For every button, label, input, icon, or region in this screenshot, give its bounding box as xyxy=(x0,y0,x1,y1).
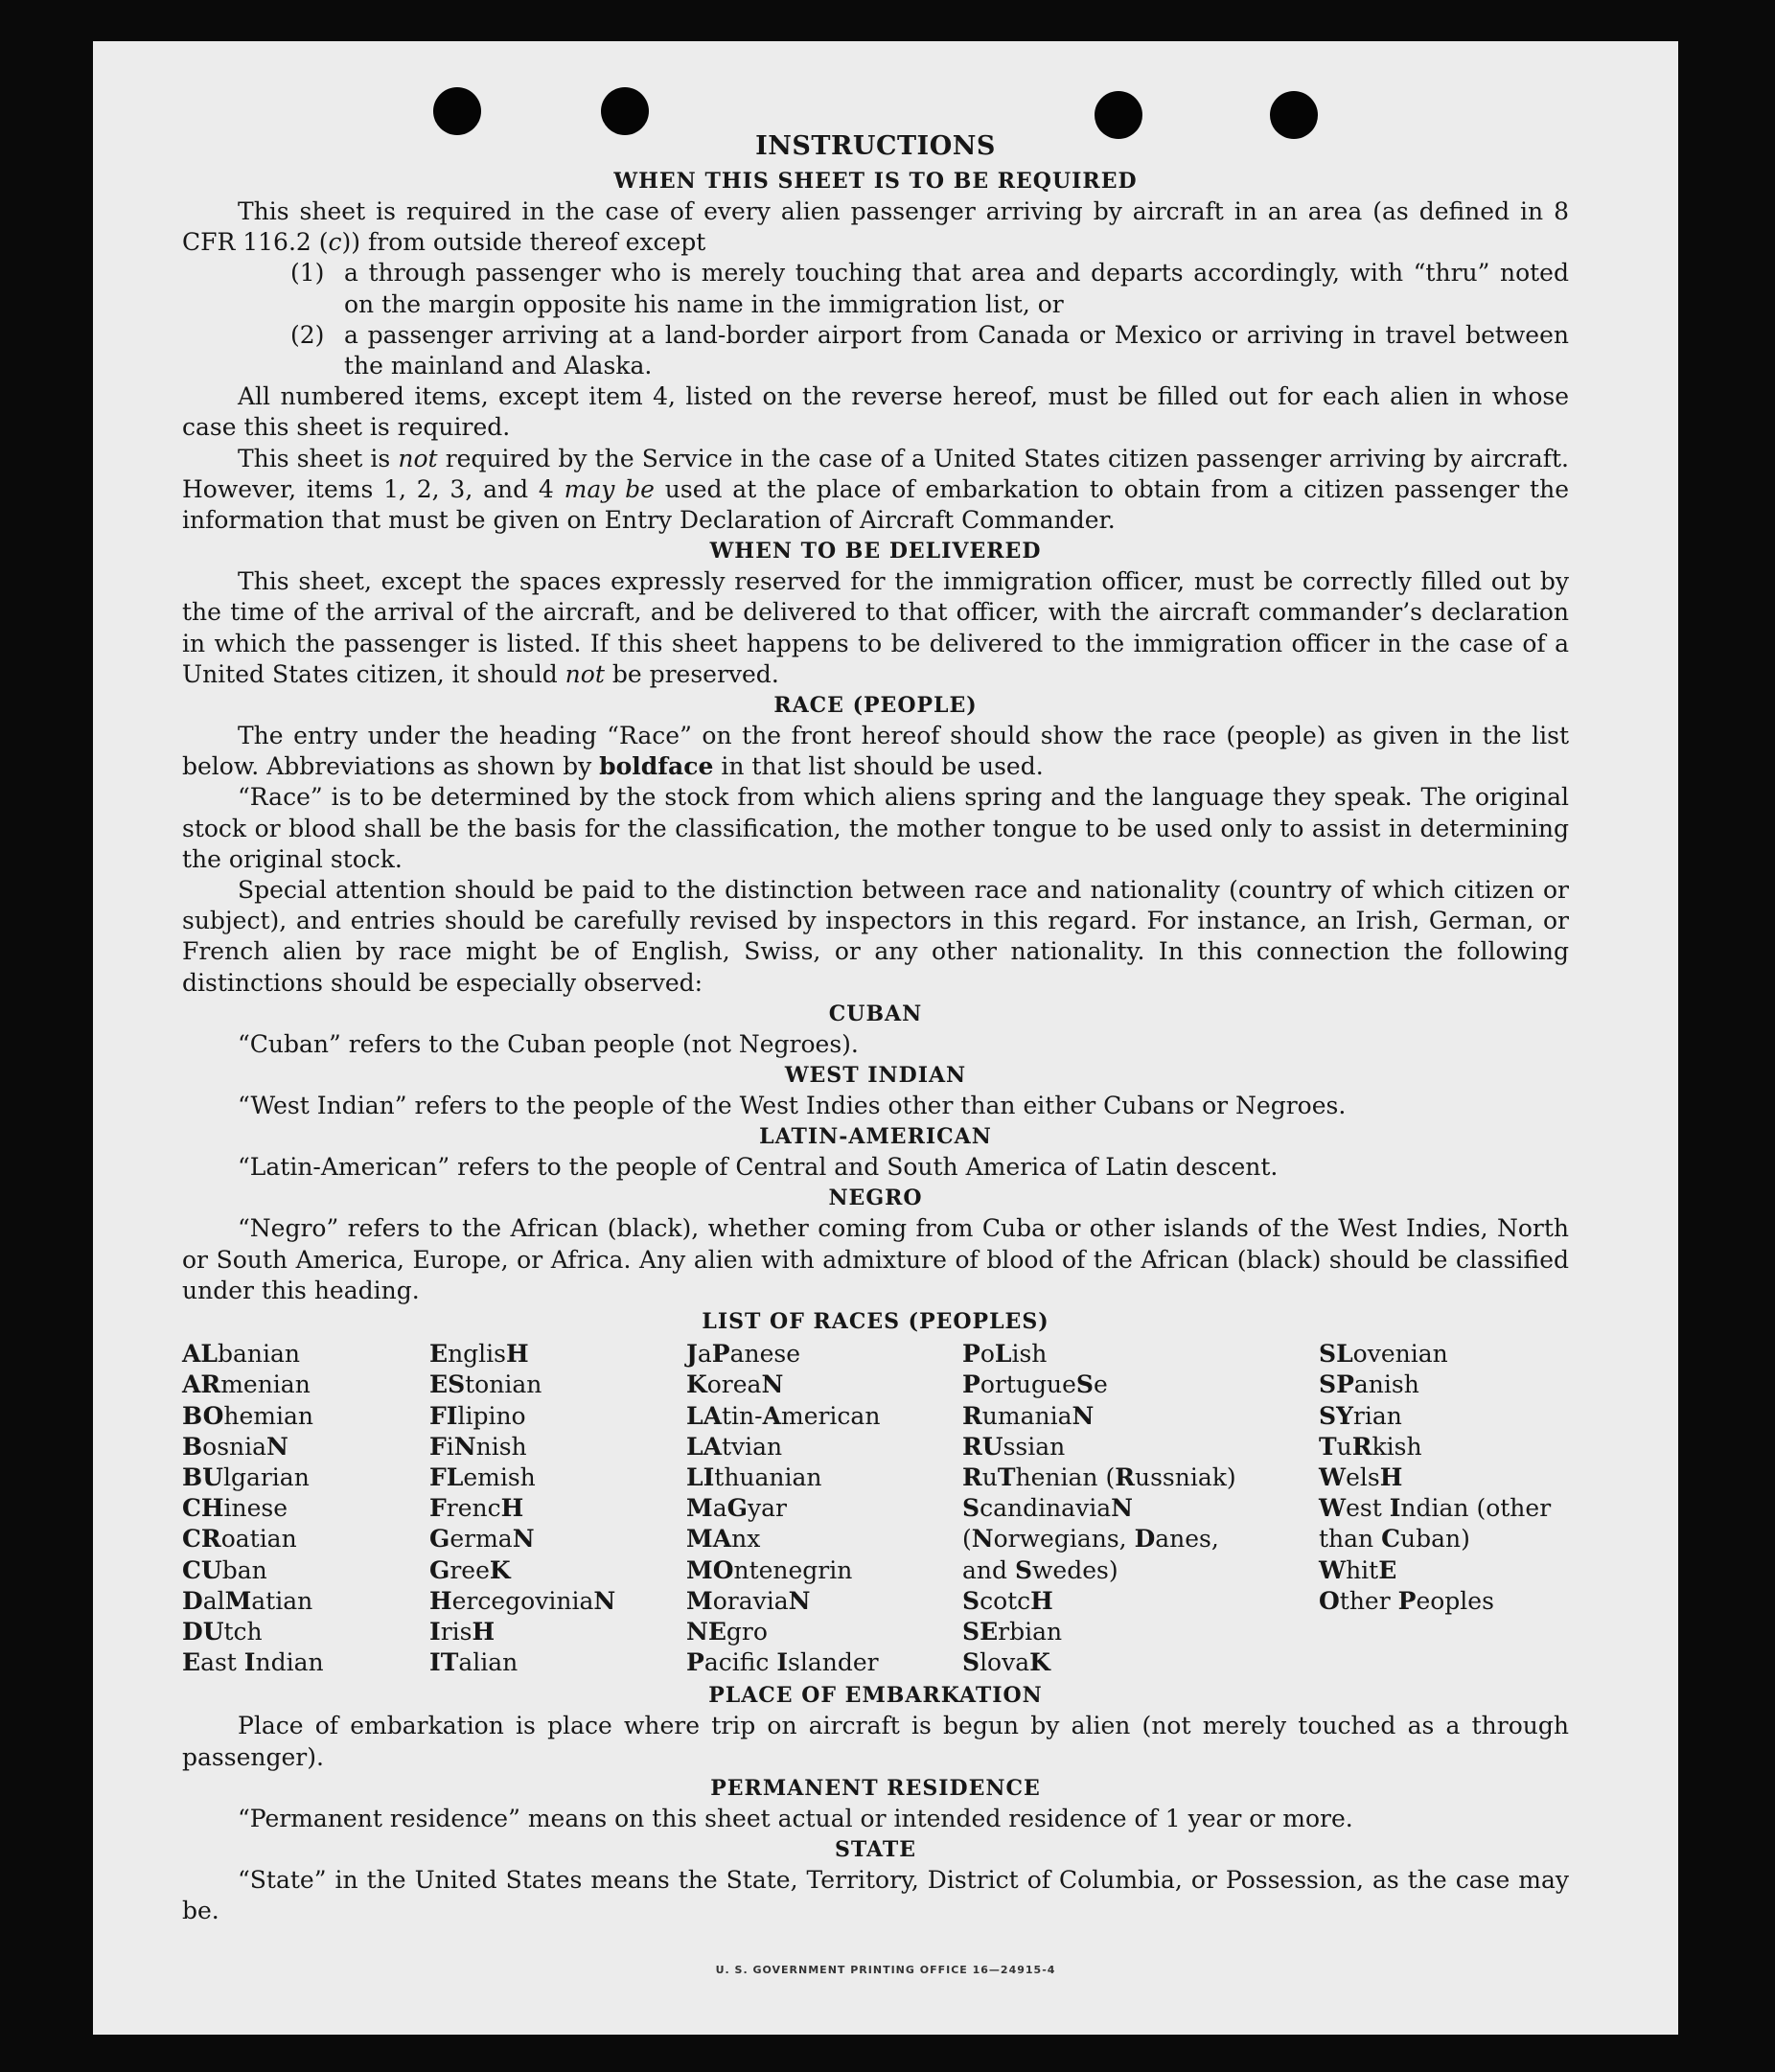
paragraph: “Cuban” refers to the Cuban people (not Negroes). xyxy=(238,1029,859,1058)
race-entry: CRoatian xyxy=(182,1525,297,1554)
paragraph: “Permanent residence” means on this sheet actual or intended residence of 1 year or more. xyxy=(238,1804,1353,1832)
section-heading: PERMANENT RESIDENCE xyxy=(710,1775,1041,1801)
race-entry: CUban xyxy=(182,1555,267,1584)
section-heading: WHEN TO BE DELIVERED xyxy=(709,539,1042,564)
section-heading: WHEN THIS SHEET IS TO BE REQUIRED xyxy=(613,169,1138,194)
race-entry: SPanish xyxy=(1319,1370,1419,1399)
race-entry: Other Peoples xyxy=(1319,1586,1494,1615)
race-entry: Pacific Islander xyxy=(686,1648,879,1677)
race-entry: PoLish xyxy=(962,1340,1048,1369)
race-entry: RumaniaN xyxy=(962,1401,1095,1430)
paragraph: The entry under the heading “Race” on the front hereof should show the race (people) as given in the list below. Abbreviations as shown by boldface in that list should be used. xyxy=(182,722,1569,781)
race-entry: West Indian (other than Cuban) xyxy=(1319,1494,1552,1554)
section-heading: LIST OF RACES (PEOPLES) xyxy=(702,1309,1049,1335)
race-entry: GermaN xyxy=(429,1525,535,1554)
race-entry: KoreaN xyxy=(686,1370,784,1399)
list-item: (1) a through passenger who is merely touching that area and departs accordingly, with “thru” noted on the margin opposite his name in the immigration list, or xyxy=(290,259,1569,318)
race-entry: BUlgarian xyxy=(182,1462,310,1491)
race-entry: EnglisH xyxy=(429,1340,529,1369)
race-entry: FiNnish xyxy=(429,1432,527,1461)
section-heading: CUBAN xyxy=(828,1001,923,1026)
race-entry: IrisH xyxy=(429,1617,496,1646)
race-entry: FIlipino xyxy=(429,1401,526,1430)
race-entry: MaGyar xyxy=(686,1494,787,1523)
race-column xyxy=(182,1339,429,1678)
paragraph: This sheet is required in the case of every alien passenger arriving by aircraft in an area (as defined in 8 CFR 116.2 (c)) from outside thereof except xyxy=(182,197,1569,257)
race-column xyxy=(429,1339,686,1678)
instructions-body xyxy=(182,127,1569,1926)
race-entry: SLovenian xyxy=(1319,1340,1448,1369)
list-item: (2) a passenger arriving at a land-border airport from Canada or Mexico or arriving in travel between the mainland and Alaska. xyxy=(290,320,1569,380)
paragraph: “Race” is to be determined by the stock from which aliens spring and the language they speak. The original stock or blood shall be the basis for the classification, the mother tongue to be used only to assist in determining the original stock. xyxy=(182,783,1569,873)
race-entry: ITalian xyxy=(429,1648,519,1677)
paragraph: “West Indian” refers to the people of the West Indies other than either Cubans or Negroes. xyxy=(238,1092,1347,1120)
section-heading: WEST INDIAN xyxy=(784,1063,967,1089)
race-entry: WelsH xyxy=(1319,1462,1403,1491)
paragraph: “State” in the United States means the State, Territory, District of Columbia, or Possession, as the case may be. xyxy=(182,1865,1569,1925)
race-entry: LAtvian xyxy=(686,1432,783,1461)
race-list xyxy=(182,1339,1569,1678)
race-entry: MAnx xyxy=(686,1525,761,1554)
race-entry: RuThenian (Russniak) xyxy=(962,1462,1236,1491)
race-entry: BOhemian xyxy=(182,1401,313,1430)
document-page xyxy=(93,41,1678,2035)
paragraph: All numbered items, except item 4, listed on the reverse hereof, must be filled out for each alien in whose case this sheet is required. xyxy=(182,382,1569,442)
paragraph: This sheet is not required by the Service in the case of a United States citizen passenger arriving by aircraft. However, items 1, 2, 3, and 4 may be used at the place of embarkation to obtain from a citizen passenger the information that must be given on Entry Declaration of Aircraft Commander. xyxy=(182,444,1569,535)
paragraph: Special attention should be paid to the distinction between race and nationality (country of which citizen or subject), and entries should be carefully revised by inspectors in this regard. For instance, an Irish, German, or French alien by race might be of English, Swiss, or any other nationality. In this connection the following distinctions should be especially observed: xyxy=(182,876,1569,997)
race-entry: NEgro xyxy=(686,1617,768,1646)
paragraph: Place of embarkation is place where trip on aircraft is begun by alien (not merely touched as a through passenger). xyxy=(182,1712,1569,1771)
paragraph: “Negro” refers to the African (black), whether coming from Cuba or other islands of the West Indies, North or South America, Europe, or Africa. Any alien with admixture of blood of the African (black) should be classified under this heading. xyxy=(182,1214,1569,1304)
section-heading: LATIN-AMERICAN xyxy=(759,1124,992,1150)
paragraph: “Latin-American” refers to the people of Central and South America of Latin descent. xyxy=(238,1153,1279,1182)
race-entry: TuRkish xyxy=(1319,1432,1422,1461)
page-title: INSTRUCTIONS xyxy=(755,131,996,161)
race-entry: FLemish xyxy=(429,1462,536,1491)
race-entry: WhitE xyxy=(1319,1555,1397,1584)
race-entry: LAtin-American xyxy=(686,1401,881,1430)
race-entry: HercegoviniaN xyxy=(429,1586,616,1615)
race-entry: MoraviaN xyxy=(686,1586,811,1615)
race-entry: DalMatian xyxy=(182,1586,313,1615)
section-heading: NEGRO xyxy=(828,1186,923,1211)
race-entry: SErbian xyxy=(962,1617,1063,1646)
race-entry: ARmenian xyxy=(182,1370,311,1399)
race-column xyxy=(686,1339,962,1678)
race-entry: ScotcH xyxy=(962,1586,1053,1615)
section-heading: PLACE OF EMBARKATION xyxy=(708,1683,1043,1709)
race-entry: ALbanian xyxy=(182,1340,300,1369)
race-entry: CHinese xyxy=(182,1494,288,1523)
race-entry: MOntenegrin xyxy=(686,1555,853,1584)
race-column xyxy=(962,1339,1319,1678)
race-entry: LIthuanian xyxy=(686,1462,822,1491)
race-entry: JaPanese xyxy=(686,1340,800,1369)
race-entry: GreeK xyxy=(429,1555,511,1584)
race-column xyxy=(1319,1339,1569,1678)
race-entry: BosniaN xyxy=(182,1432,288,1461)
printer-footer: U. S. GOVERNMENT PRINTING OFFICE 16—24915-4 xyxy=(715,1964,1056,1976)
section-heading: RACE (PEOPLE) xyxy=(773,693,978,719)
race-entry: SlovaK xyxy=(962,1648,1050,1677)
race-entry: FrencH xyxy=(429,1494,524,1523)
paragraph: This sheet, except the spaces expressly reserved for the immigration officer, must be correctly filled out by the time of the arrival of the aircraft, and be delivered to that officer, with the aircraft commander’s declaration in which the passenger is listed. If this sheet happens to be delivered to the immigration officer in the case of a United States citizen, it should not be preserved. xyxy=(182,567,1569,688)
race-entry: DUtch xyxy=(182,1617,263,1646)
race-entry: EStonian xyxy=(429,1370,542,1399)
race-entry: RUssian xyxy=(962,1432,1066,1461)
race-entry: SYrian xyxy=(1319,1401,1402,1430)
race-entry: ScandinaviaN (Norwegians, Danes, and Swedes) xyxy=(962,1494,1219,1584)
section-heading: STATE xyxy=(834,1836,917,1862)
race-entry: PortugueSe xyxy=(962,1370,1108,1399)
race-entry: East Indian xyxy=(182,1648,324,1677)
